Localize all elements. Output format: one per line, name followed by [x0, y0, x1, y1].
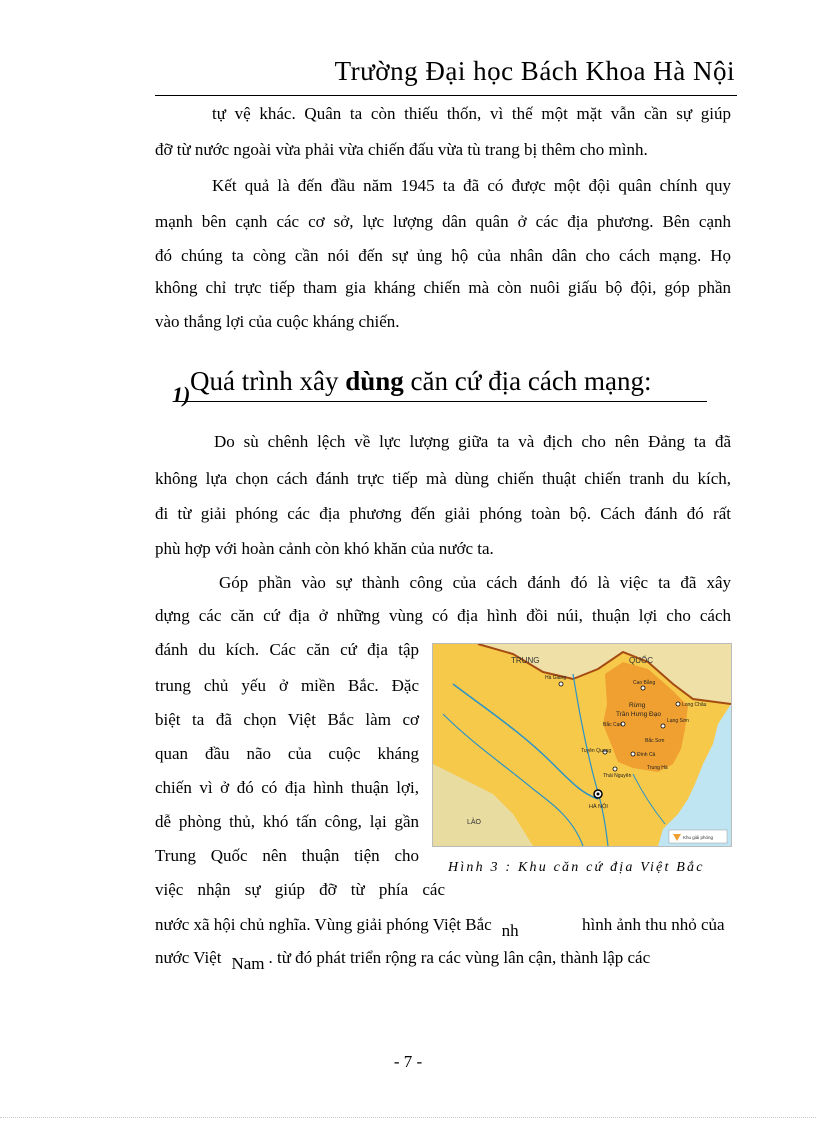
- map-label-trung-ha: Trung Hà: [647, 765, 668, 771]
- map-label-cao-bang: Cao Bằng: [633, 680, 656, 686]
- viet-bac-map: [433, 644, 731, 846]
- paragraph-2-line-1: Kết quả là đến đầu năm 1945 ta đã có được một đội quân chính quy: [212, 176, 731, 195]
- paragraph-2-line-3: đó chúng ta còng cần nói đến sự ủng hộ của nhân dân cho cách mạng. Họ: [155, 246, 731, 265]
- map-label-bac-son: Bắc Sơn: [645, 738, 665, 744]
- section-heading-bold: dùng: [345, 366, 404, 396]
- paragraph-1-line-2: đỡ từ nước ngoài vừa phải vừa chiến đấu vừa tù trang bị thêm cho mình.: [155, 140, 648, 159]
- section-heading: [190, 365, 652, 397]
- map-label-rung: Rừng: [629, 702, 646, 709]
- paragraph-4-line-8: dễ phòng thủ, khó tấn công, lại gần: [155, 812, 419, 831]
- section-number: 1): [172, 382, 191, 407]
- section-heading-underline: [175, 401, 707, 402]
- header-divider: [155, 95, 737, 96]
- paragraph-3-line-3: đi từ giải phóng các địa phương đến giải phóng toàn bộ. Cách đánh đó rất: [155, 504, 731, 523]
- paragraph-4-line-9: Trung Quốc nên thuận tiện cho: [155, 846, 419, 865]
- paragraph-4-line-5: biệt ta đã chọn Việt Bắc làm cơ: [155, 710, 419, 729]
- map-label-ha-noi: HÀ NỘI: [589, 804, 608, 810]
- map-label-long-chau: Long Châu: [682, 702, 707, 708]
- paragraph-4-line-2: dựng các căn cứ địa ở những vùng có địa hình đồi núi, thuận lợi cho cách: [155, 606, 731, 625]
- map-label-trung: TRUNG: [511, 656, 540, 665]
- map-label-quoc: QUỐC: [629, 656, 653, 665]
- map-label-lao: LÀO: [467, 819, 482, 826]
- paragraph-4-line-12-text: nước Việt: [155, 948, 222, 967]
- map-label-lang-son: Lạng Sơn: [667, 718, 689, 724]
- paragraph-3-line-1: Do sù chênh lệch về lực lượng giữa ta và địch cho nên Đảng ta đã: [214, 432, 731, 451]
- fragment-nam: Nam: [231, 954, 265, 973]
- fragment-nh: nh: [501, 921, 519, 940]
- map-marker-ha-giang: [559, 682, 563, 686]
- map-label-dinh-ca: Đình Cả: [637, 752, 656, 758]
- paragraph-4-line-6: quan đầu não của cuộc kháng: [155, 744, 419, 763]
- viet-bac-map-figure: [432, 643, 732, 847]
- map-capital-dot: [597, 793, 600, 796]
- map-marker-long-chau: [676, 702, 680, 706]
- paragraph-4-line-3: đánh du kích. Các căn cứ địa tập: [155, 640, 419, 659]
- paragraph-4-line-11-text: nước xã hội chủ nghĩa. Vùng giải phóng Việt Bắc: [155, 915, 492, 934]
- map-marker-cao-bang: [641, 686, 645, 690]
- section-heading-part-1: Quá trình xây: [190, 366, 346, 396]
- paragraph-4-line-11: [155, 915, 519, 940]
- map-label-tuyen-quang: Tuyên Quang: [581, 748, 612, 754]
- page-header-title: Trường Đại học Bách Khoa Hà Nội: [334, 56, 735, 86]
- paragraph-2-line-4: không chỉ trực tiếp tham gia kháng chiến mà còn nuôi giấu bộ đội, góp phần: [155, 278, 731, 297]
- paragraph-4-line-1: Góp phần vào sự thành công của cách đánh đó là việc ta đã xây: [219, 573, 731, 592]
- paragraph-3-line-4: phù hợp với hoàn cảnh còn khó khăn của nước ta.: [155, 539, 494, 558]
- paragraph-4-line-11-tail: hình ảnh thu nhỏ của: [582, 915, 725, 934]
- map-marker-dinh-ca: [631, 752, 635, 756]
- paragraph-2-line-5: vào thắng lợi của cuộc kháng chiến.: [155, 312, 400, 331]
- paragraph-2-line-2: mạnh bên cạnh các cơ sở, lực lượng dân quân ở các địa phương. Bên cạnh: [155, 212, 731, 231]
- paragraph-4-line-10: việc nhận sự giúp đỡ từ phía các: [155, 880, 445, 899]
- paragraph-1-line-1: tự vệ khác. Quân ta còn thiếu thốn, vì thế một mặt vẫn cần sự giúp: [212, 104, 731, 123]
- map-label-tran-hung-dao: Trần Hưng Đạo: [616, 711, 661, 718]
- section-heading-part-2: căn cứ địa cách mạng:: [403, 366, 652, 396]
- paragraph-4-line-12-tail: . từ đó phát triển rộng ra các vùng lân cận, thành lập các: [268, 948, 651, 967]
- map-legend-label: Khu giải phóng: [683, 835, 714, 840]
- map-label-bac-can: Bắc Cạn: [603, 722, 623, 728]
- paragraph-4-line-7: chiến vì ở đó có địa hình thuận lợi,: [155, 778, 419, 797]
- paragraph-4-line-12: [155, 948, 651, 973]
- figure-caption: Hình 3 : Khu căn cứ địa Việt Bắc: [448, 860, 705, 875]
- map-marker-thai-nguyen: [613, 767, 617, 771]
- paragraph-3-line-2: không lựa chọn cách đánh trực tiếp mà dùng chiến thuật chiến tranh du kích,: [155, 469, 731, 488]
- map-label-ha-giang: Hà Giang: [545, 675, 567, 681]
- map-marker-lang-son: [661, 724, 665, 728]
- map-label-thai-nguyen: Thái Nguyên: [603, 773, 632, 779]
- paragraph-4-line-4: trung chủ yếu ở miền Bắc. Đặc: [155, 676, 419, 695]
- footer-divider: [0, 1117, 816, 1118]
- page-number: - 7 -: [393, 1052, 423, 1071]
